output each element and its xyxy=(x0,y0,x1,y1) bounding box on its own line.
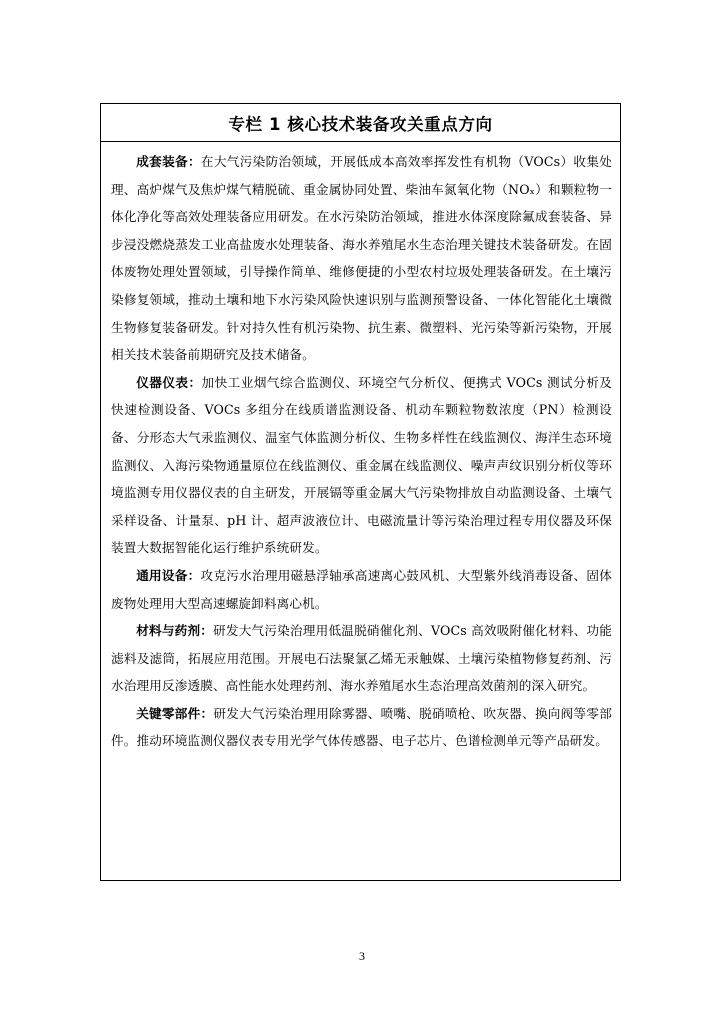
page-number: 3 xyxy=(359,949,365,963)
section-key-components xyxy=(111,700,612,755)
section-heading: 成套装备： xyxy=(136,154,201,169)
section-heading: 通用设备： xyxy=(136,567,201,583)
section-instruments xyxy=(111,369,612,562)
section-heading: 关键零部件： xyxy=(136,705,214,721)
section-text: 研发大气污染治理用除雾器、喷嘴、脱硝喷枪、吹灰器、换向阀等零部件。推动环境监测仪器仪表专用光学气体传感器、电子芯片、色谱检测单元等产品研发。 xyxy=(111,705,612,749)
section-heading: 材料与药剂： xyxy=(136,623,214,639)
section-materials-agents xyxy=(111,617,612,700)
section-heading: 仪器仪表： xyxy=(136,374,202,390)
section-text: 在大气污染防治领域，开展低成本高效率挥发性有机物（VOCs）收集处理、高炉煤气及焦炉煤气精脱硫、重金属协同处置、柴油车氮氧化物（NOₓ）和颗粒物一体化净化等高效处理装备应用研发。在水污染防治领域，推进水体深度除氟成套装备、异步浸没燃烧蒸发工业高盐废水处理装备、海水养殖尾水生态治理关键技术装备研发。在固体废物处理处置领域，引导操作简单、维修便捷的小型农村垃圾处理装备研发。在土壤污染修复领域，推动土壤和地下水污染风险快速识别与监测预警设备、一体化智能化土壤微生物修复装备研发。针对持久性有机污染物、抗生素、微塑料、光污染等新污染物，开展相关技术装备前期研究及技术储备。 xyxy=(111,154,613,363)
box-body xyxy=(101,142,620,755)
feature-box xyxy=(100,103,621,881)
box-title: 专栏 1 核心技术装备攻关重点方向 xyxy=(101,104,620,142)
section-text: 研发大气污染治理用低温脱硝催化剂、VOCs 高效吸附催化材料、功能滤料及滤筒，拓展应用范围。开展电石法聚氯乙烯无汞触媒、土壤污染植物修复药剂、污水治理用反渗透膜、高性能水处理药剂、海水养殖尾水生态治理高效菌剂的深入研究。 xyxy=(111,623,613,694)
section-complete-equipment xyxy=(111,148,612,369)
section-text: 加快工业烟气综合监测仪、环境空气分析仪、便携式 VOCs 测试分析及快速检测设备、VOCs 多组分在线质谱监测设备、机动车颗粒物数浓度（PN）检测设备、分形态大气汞监测仪、温室气体监测分析仪、生物多样性在线监测仪、海洋生态环境监测仪、入海污染物通量原位在线监测仪、重金属在线监测仪、噪声声纹识别分析仪等环境监测专用仪器仪表的自主研发，开展镉等重金属大气污染物排放自动监测设备、土壤气采样设备、计量泵、pH 计、超声波液位计、电磁流量计等污染治理过程专用仪器及环保装置大数据智能化运行维护系统研发。 xyxy=(111,374,613,556)
section-text: 攻克污水治理用磁悬浮轴承高速离心鼓风机、大型紫外线消毒设备、固体废物处理用大型高速螺旋卸料离心机。 xyxy=(111,567,613,611)
section-general-equipment xyxy=(111,562,612,617)
